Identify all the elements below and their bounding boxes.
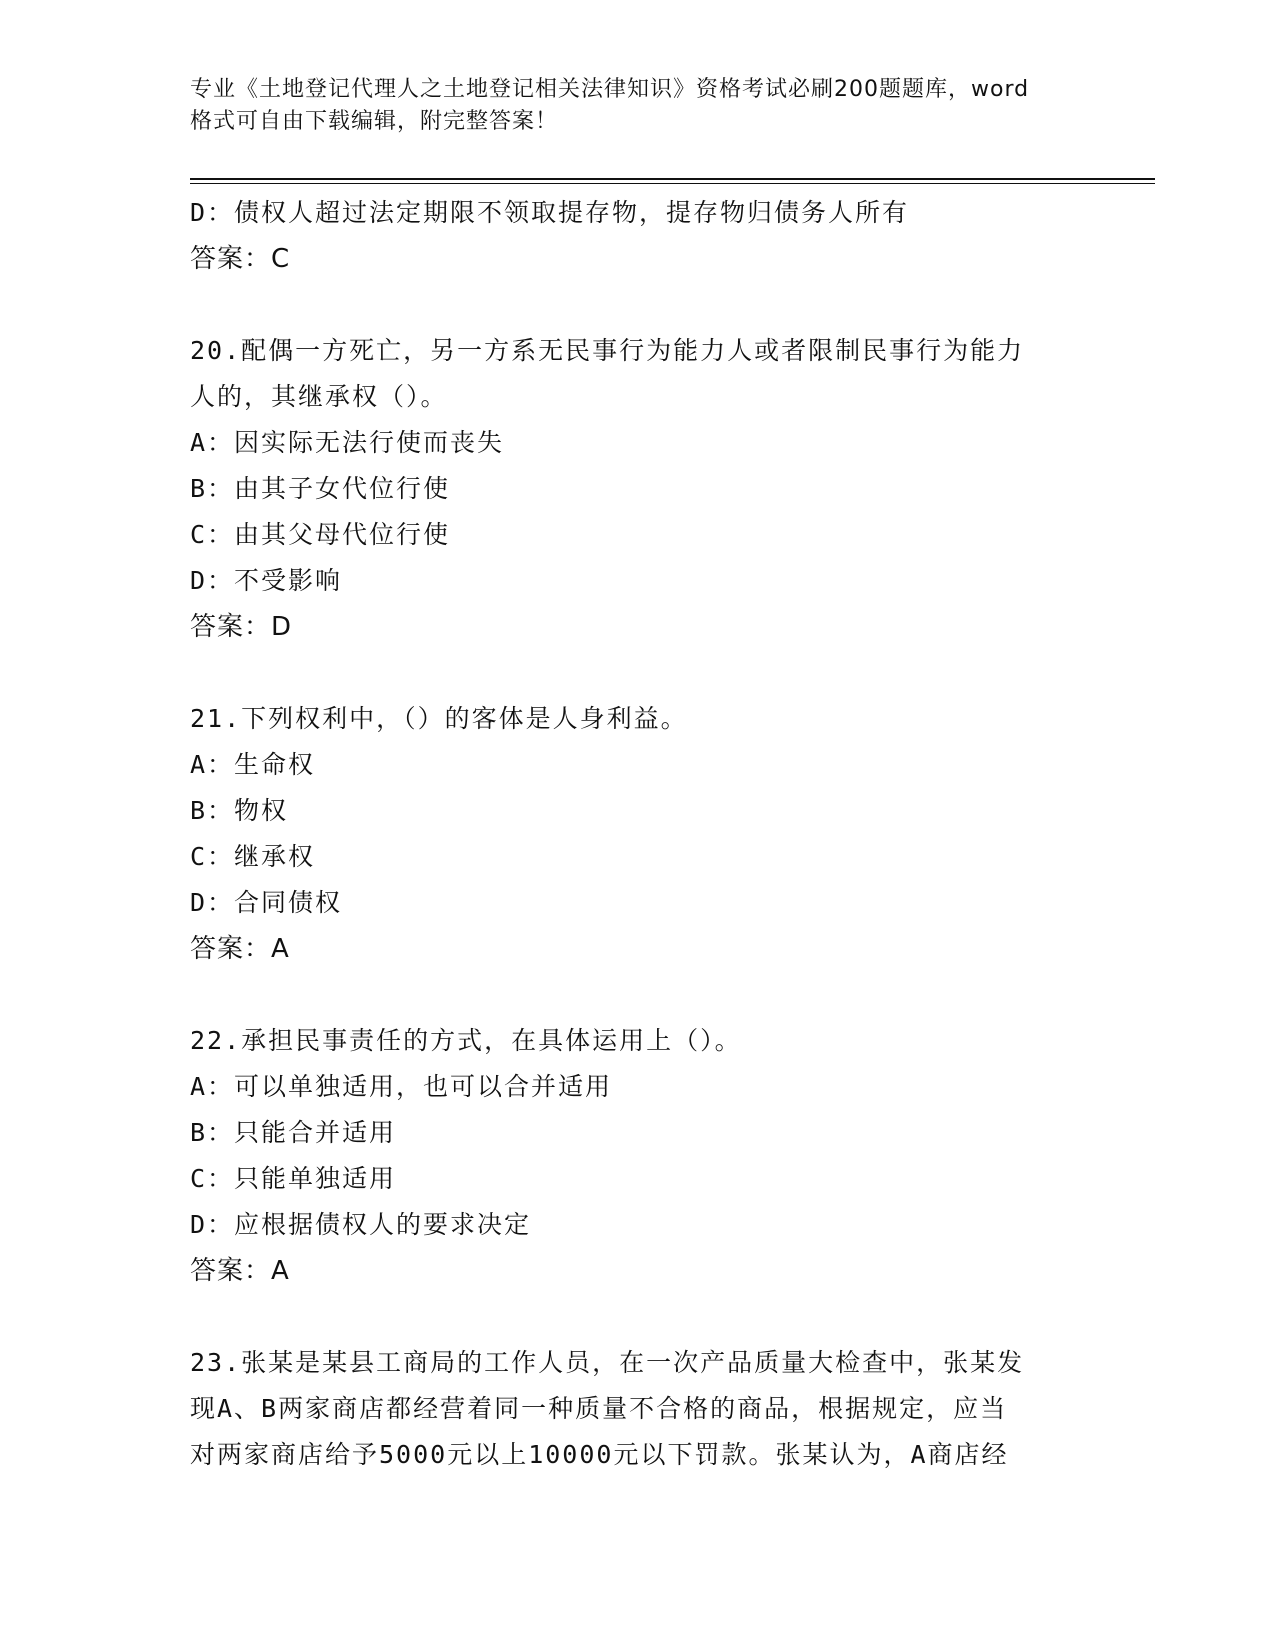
header-divider-thin	[190, 183, 1155, 184]
option-d: D：不受影响	[190, 566, 343, 595]
question-text-line: 人的，其继承权（）。	[190, 382, 448, 411]
question-text-line: 现A、B两家商店都经营着同一种质量不合格的商品，根据规定，应当	[190, 1394, 1008, 1423]
option-d: D：应根据债权人的要求决定	[190, 1210, 532, 1239]
option-d: D：债权人超过法定期限不领取提存物，提存物归债务人所有	[190, 198, 910, 227]
question-text-line: 21.下列权利中，（）的客体是人身利益。	[190, 704, 688, 733]
header-divider-thick	[190, 178, 1155, 180]
question-content	[190, 190, 1090, 1478]
answer-label: 答案：C	[190, 244, 291, 274]
question-23	[190, 1340, 1090, 1478]
option-b: B：物权	[190, 796, 289, 825]
option-b: B：由其子女代位行使	[190, 474, 451, 503]
option-c: C：只能单独适用	[190, 1164, 397, 1193]
option-c: C：由其父母代位行使	[190, 520, 451, 549]
question-19-tail	[190, 190, 1090, 282]
question-text-line: 22.承担民事责任的方式，在具体运用上（）。	[190, 1026, 742, 1055]
option-d: D：合同债权	[190, 888, 343, 917]
answer-label: 答案：A	[190, 934, 290, 964]
option-a: A：因实际无法行使而丧失	[190, 428, 505, 457]
question-20	[190, 328, 1090, 650]
option-c: C：继承权	[190, 842, 316, 871]
question-text-line: 23.张某是某县工商局的工作人员，在一次产品质量大检查中，张某发	[190, 1348, 1025, 1377]
question-text-line: 对两家商店给予5000元以上10000元以下罚款。张某认为，A商店经	[190, 1440, 1009, 1469]
question-22	[190, 1018, 1090, 1294]
question-21	[190, 696, 1090, 972]
header-title-line-2: 格式可自由下载编辑，附完整答案！	[190, 109, 559, 134]
answer-label: 答案：A	[190, 1256, 290, 1286]
answer-label: 答案：D	[190, 612, 293, 642]
document-header	[190, 74, 1090, 138]
option-a: A：可以单独适用，也可以合并适用	[190, 1072, 613, 1101]
question-text-line: 20.配偶一方死亡，另一方系无民事行为能力人或者限制民事行为能力	[190, 336, 1025, 365]
header-title-line-1: 专业《土地登记代理人之土地登记相关法律知识》资格考试必刷200题题库，word	[190, 77, 1030, 102]
option-a: A：生命权	[190, 750, 316, 779]
option-b: B：只能合并适用	[190, 1118, 397, 1147]
